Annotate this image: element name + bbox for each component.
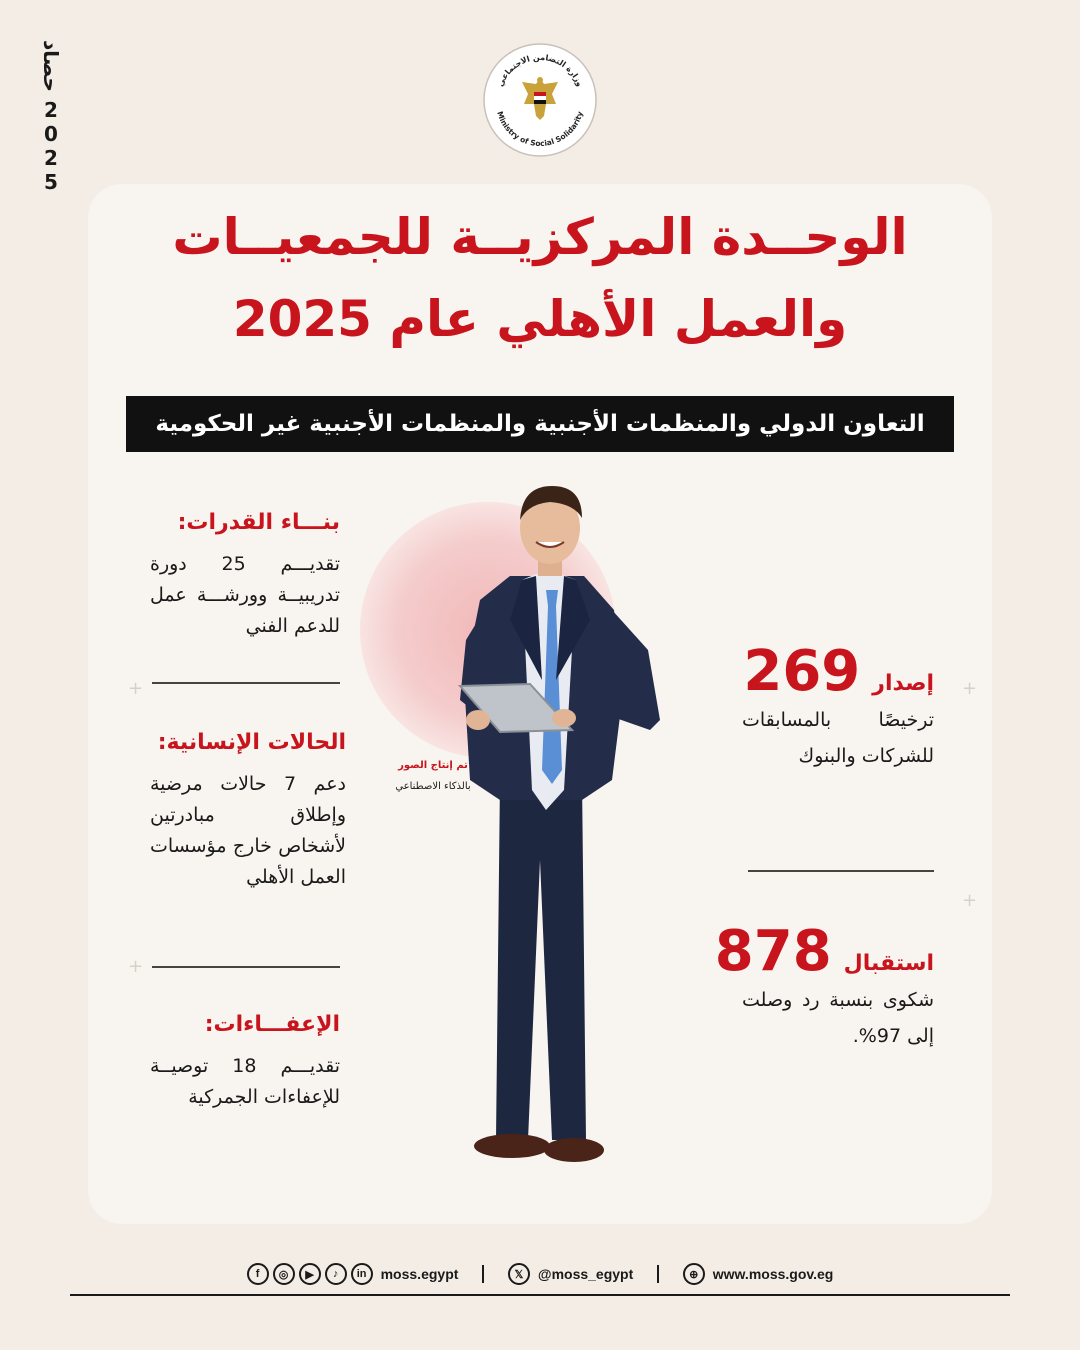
stat-text: ترخيصًا بالمسابقات للشركات والبنوك [742,709,934,767]
youtube-icon[interactable]: ▶ [299,1263,321,1285]
subtitle-text: التعاون الدولي والمنظمات الأجنبية والمنظمات الأجنبية غير الحكومية [155,411,925,437]
ai-note-line2: بالذكاء الاصطناعي [395,781,471,792]
linkedin-icon[interactable]: in [351,1263,373,1285]
block-text: تقديـــم 18 توصيــة للإعفاءات الجمركية [150,1055,340,1108]
block-text: دعم 7 حالات مرضية وإطلاق مبادرتين لأشخاص خارج مؤسسات العمل الأهلي [150,773,346,888]
block-text: تقديـــم 25 دورة تدريبيــة وورشـــة عمل للدعم الفني [150,553,341,637]
licenses-stat [742,639,934,774]
facebook-icon[interactable]: f [247,1263,269,1285]
side-label [38,40,64,194]
footer [0,1262,1080,1286]
social-group-2 [508,1263,633,1285]
plus-mark: + [962,890,978,911]
side-label-word: حصاد [39,40,63,92]
stat-number: 269 [743,639,861,704]
footer-separator [657,1265,659,1283]
year-digit: 0 [44,121,58,146]
side-label-year [44,98,58,194]
page-title-line2: والعمل الأهلي عام 2025 [232,290,848,348]
stat-text: شكوى بنسبة رد وصلت إلى 97%. [742,989,934,1047]
ai-note-line1: تم إنتاج الصور [398,760,468,771]
subtitle-bar [126,396,954,452]
bottom-rule [70,1294,1010,1296]
humanitarian-cases-block [150,730,346,893]
x-handle[interactable]: @moss_egypt [537,1266,634,1282]
year-digit: 5 [44,169,58,194]
plus-mark: + [128,956,144,977]
plus-mark: + [128,678,144,699]
year-digit: 2 [44,145,58,170]
person-illustration [360,480,710,1200]
x-icon[interactable]: 𝕏 [508,1263,530,1285]
capacity-building-block [150,510,340,642]
website-group [683,1263,834,1285]
tiktok-icon[interactable]: ♪ [325,1263,347,1285]
instagram-icon[interactable]: ◎ [273,1263,295,1285]
footer-separator [482,1265,484,1283]
block-heading: بنـــاء القدرات: [177,510,340,535]
stat-label: إصدار [872,671,934,696]
social-group-1 [247,1263,459,1285]
block-heading: الإعفـــاءات: [204,1012,340,1037]
plus-mark: + [962,678,978,699]
ministry-logo [482,42,598,158]
page-title-line1: الوحــدة المركزيــة للجمعيــات [172,208,908,266]
logo-english-text: Ministry of Social Solidarity [495,110,585,149]
complaints-stat [714,919,934,1054]
exemptions-block [150,1012,340,1113]
social-handle[interactable]: moss.egypt [380,1266,459,1282]
block-heading: الحالات الإنسانية: [157,730,346,755]
year-digit: 2 [44,97,58,122]
divider [748,870,934,872]
stat-number: 878 [714,919,832,984]
divider [152,682,340,684]
ai-note [378,760,488,792]
website-link[interactable]: www.moss.gov.eg [712,1266,834,1282]
globe-icon[interactable]: ⊕ [683,1263,705,1285]
logo-arabic-text: وزارة التضامن الاجتماعي [495,52,585,88]
divider [152,966,340,968]
stat-label: استقبال [843,951,934,976]
